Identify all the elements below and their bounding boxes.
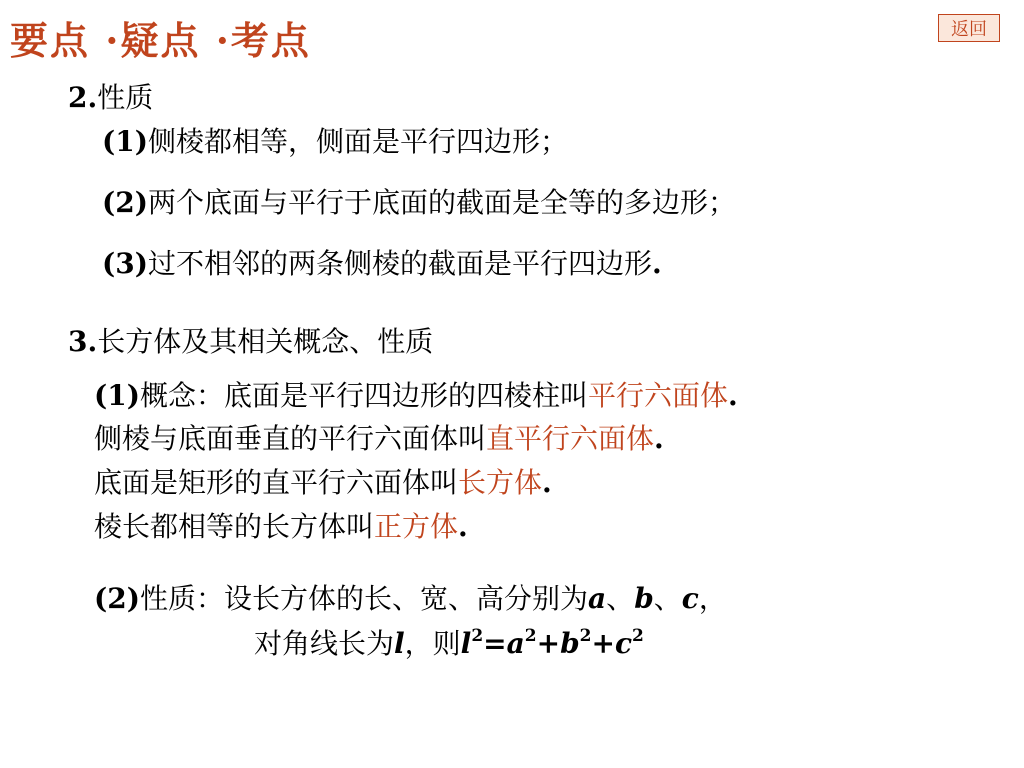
section2-heading-text: 性质 xyxy=(97,81,154,114)
formula-plus-2: + xyxy=(591,627,615,660)
variable-c: c xyxy=(681,582,699,615)
section2-heading-number: 2. xyxy=(68,81,98,114)
property-line-2-text: 对角线长为 xyxy=(254,627,395,660)
property-item-3-number: (3) xyxy=(102,247,148,280)
property-number: (2) xyxy=(94,582,140,615)
property-item-1-text: 侧棱都相等，侧面是平行四边形； xyxy=(147,125,568,158)
concept-line-3-text: 底面是矩形的直平行六面体叫 xyxy=(94,466,459,499)
separator-1: 、 xyxy=(606,582,635,615)
property-item-1-number: (1) xyxy=(102,125,148,158)
formula-equals: = xyxy=(483,627,507,660)
concept-line-1-period: . xyxy=(728,379,738,412)
property-line-1-end: ， xyxy=(698,582,727,615)
exponent-c: 2 xyxy=(632,625,644,646)
concept-line-4-period: . xyxy=(458,510,468,543)
variable-a: a xyxy=(588,582,607,615)
term-parallelepiped: 平行六面体 xyxy=(588,379,729,412)
formula-b: b xyxy=(560,627,580,660)
term-cube: 正方体 xyxy=(374,510,459,543)
concept-line-3-period: . xyxy=(542,466,552,499)
section2-heading xyxy=(68,82,153,114)
page-title: 要点 ·疑点 ·考点 xyxy=(10,18,311,63)
property-item-1 xyxy=(102,126,568,158)
variable-b: b xyxy=(634,582,654,615)
back-button[interactable]: 返回 xyxy=(938,14,1000,42)
exponent-l: 2 xyxy=(471,625,484,646)
diagonal-formula xyxy=(461,627,644,660)
concept-label: 概念： xyxy=(139,379,224,412)
concept-line-2-text: 侧棱与底面垂直的平行六面体叫 xyxy=(94,422,487,455)
property-item-3-period: . xyxy=(652,247,662,280)
separator-2: 、 xyxy=(653,582,682,615)
concept-line-4-text: 棱长都相等的长方体叫 xyxy=(94,510,375,543)
concept-number: (1) xyxy=(94,379,140,412)
property-line-2 xyxy=(254,625,644,660)
property-line-2-mid: ，则 xyxy=(404,627,461,660)
concept-line-2-period: . xyxy=(654,422,664,455)
property-item-2-text: 两个底面与平行于底面的截面是全等的多边形； xyxy=(147,186,736,219)
concept-line-2 xyxy=(94,423,664,455)
section3-heading-number: 3. xyxy=(68,325,98,358)
exponent-a: 2 xyxy=(524,625,537,646)
formula-a: a xyxy=(506,627,525,660)
property-item-2 xyxy=(102,187,736,219)
property-line-1 xyxy=(94,583,727,615)
concept-line-3 xyxy=(94,467,552,499)
concept-line-1-text: 底面是平行四边形的四棱柱叫 xyxy=(224,379,589,412)
property-item-2-number: (2) xyxy=(102,186,148,219)
exponent-b: 2 xyxy=(579,625,592,646)
section3-heading xyxy=(68,326,433,358)
property-item-3 xyxy=(102,248,662,280)
formula-l: l xyxy=(460,627,472,660)
term-cuboid: 长方体 xyxy=(458,466,543,499)
formula-plus-1: + xyxy=(536,627,561,660)
term-right-parallelepiped: 直平行六面体 xyxy=(486,422,655,455)
property-line-1-text: 设长方体的长、宽、高分别为 xyxy=(224,582,589,615)
property-item-3-text: 过不相邻的两条侧棱的截面是平行四边形 xyxy=(147,247,652,280)
formula-c: c xyxy=(614,627,633,660)
concept-line-1 xyxy=(94,380,738,412)
property-label: 性质： xyxy=(139,582,224,615)
section3-heading-text: 长方体及其相关概念、性质 xyxy=(97,325,434,358)
concept-line-4 xyxy=(94,511,468,543)
variable-l: l xyxy=(394,627,405,660)
